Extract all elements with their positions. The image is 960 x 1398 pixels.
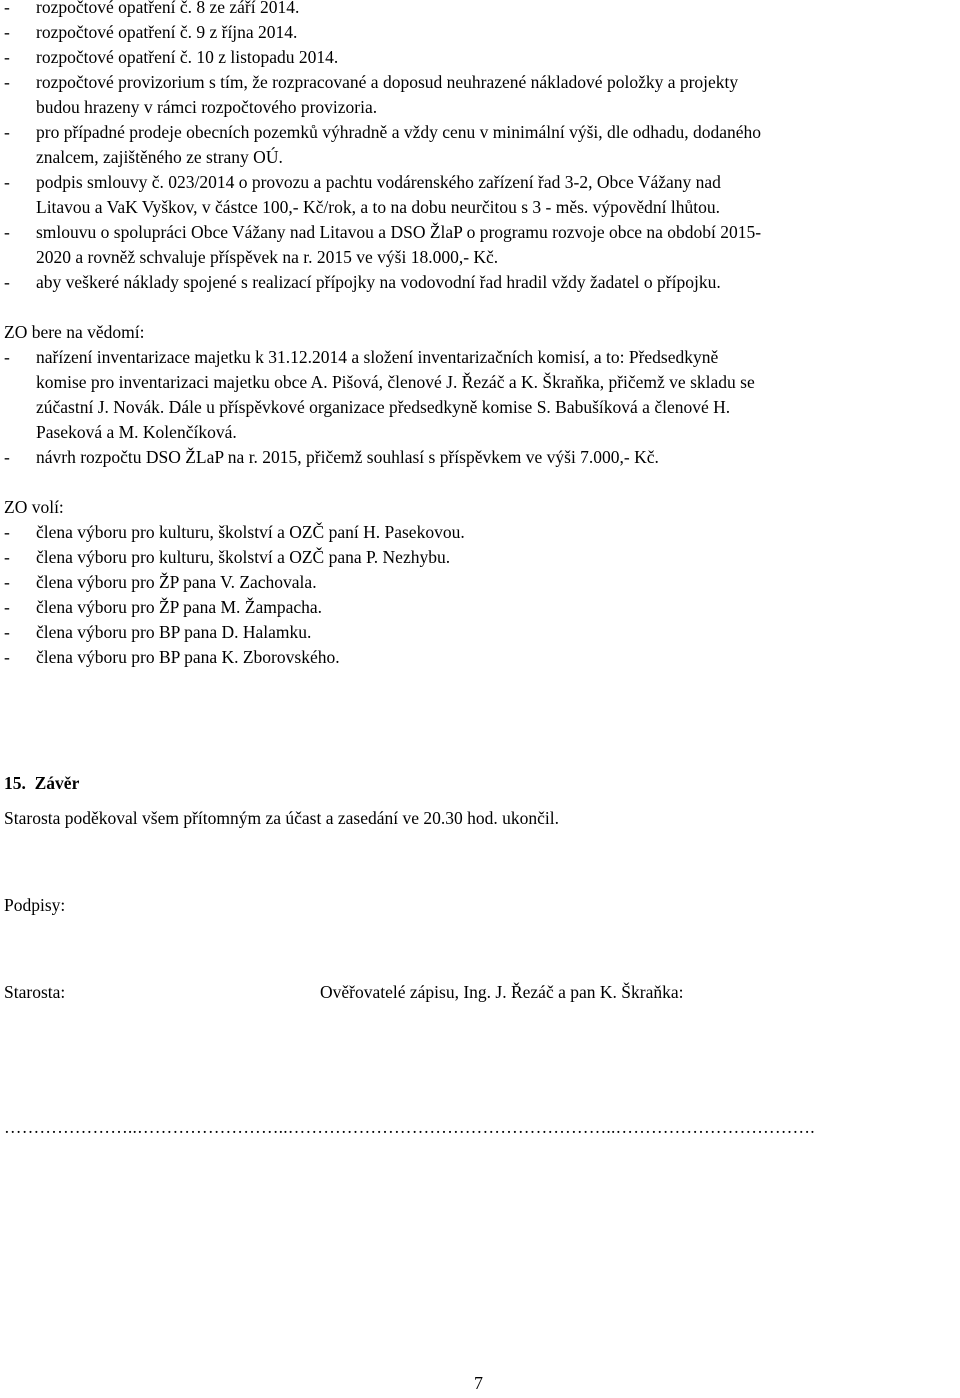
text-line: 2020 a rovněž schvaluje příspěvek na r. 2015 ve výši 18.000,- Kč.	[36, 247, 499, 267]
list-item	[4, 520, 957, 545]
list-item	[4, 0, 957, 20]
list-item	[4, 345, 957, 445]
list-item-text	[36, 170, 957, 220]
list-item-text	[36, 545, 957, 570]
bullet-dash: -	[4, 272, 10, 292]
bullet-dash: -	[4, 222, 10, 242]
bullet-dash: -	[4, 172, 10, 192]
text-line: člena výboru pro kulturu, školství a OZČ pana P. Nezhybu.	[36, 547, 451, 567]
text-line: zúčastní J. Novák. Dále u příspěvkové organizace předsedkyně komise S. Babušíková a členové H.	[36, 397, 731, 417]
document-page	[4, 0, 957, 1393]
list-item	[4, 170, 957, 220]
text-line: pro případné prodeje obecních pozemků výhradně a vždy cenu v minimální výši, dle odhadu, dodaného	[36, 122, 762, 142]
list-item-text	[36, 520, 957, 545]
text-line: rozpočtové opatření č. 10 z listopadu 2014.	[36, 47, 339, 67]
list-item	[4, 70, 957, 120]
text-line: rozpočtové opatření č. 9 z října 2014.	[36, 22, 298, 42]
notes-list	[4, 345, 957, 470]
bullet-dash: -	[4, 622, 10, 642]
list-item	[4, 445, 957, 470]
bullet-dash: -	[4, 572, 10, 592]
list-item	[4, 620, 957, 645]
list-item	[4, 45, 957, 70]
bullet-dash: -	[4, 347, 10, 367]
section-heading	[4, 771, 79, 796]
list-item	[4, 220, 957, 270]
resolution-list	[4, 0, 957, 295]
text-line: Litavou a VaK Vyškov, v částce 100,- Kč/rok, a to na dobu neurčitou s 3 - měs. výpovědní lhůtou.	[36, 197, 720, 217]
text-line: komise pro inventarizaci majetku obce A. Pišová, členové J. Řezáč a K. Škraňka, přičemž ve skladu se	[36, 372, 755, 392]
text-line: rozpočtové provizorium s tím, že rozpracované a doposud neuhrazené nákladové položky a projekty	[36, 72, 739, 92]
section-number: 15.	[4, 773, 26, 793]
signatures-heading: Podpisy:	[4, 895, 66, 915]
text-line: aby veškeré náklady spojené s realizací přípojky na vodovodní řad hradil vždy žadatel o přípojku.	[36, 272, 721, 292]
list-item	[4, 120, 957, 170]
bullet-dash: -	[4, 47, 10, 67]
bullet-dash: -	[4, 522, 10, 542]
bullet-dash: -	[4, 0, 10, 17]
bullet-dash: -	[4, 122, 10, 142]
list-item-text	[36, 595, 957, 620]
notes-heading: ZO bere na vědomí:	[4, 322, 145, 342]
bullet-dash: -	[4, 597, 10, 617]
list-item-text	[36, 70, 957, 120]
signature-dotted-line: …………………..……………………..………………………………………………..…………………………….	[4, 1117, 815, 1137]
list-item-text	[36, 570, 957, 595]
text-line: člena výboru pro BP pana D. Halamku.	[36, 622, 312, 642]
list-item	[4, 570, 957, 595]
list-item-text	[36, 345, 957, 445]
list-item	[4, 545, 957, 570]
elects-list	[4, 520, 957, 670]
list-item-text	[36, 645, 957, 670]
bullet-dash: -	[4, 547, 10, 567]
elects-heading: ZO volí:	[4, 497, 64, 517]
list-item	[4, 595, 957, 620]
list-item	[4, 20, 957, 45]
bullet-dash: -	[4, 447, 10, 467]
list-item-text	[36, 45, 957, 70]
text-line: Paseková a M. Kolenčíková.	[36, 422, 237, 442]
closing-text: Starosta poděkoval všem přítomným za účast a zasedání ve 20.30 hod. ukončil.	[4, 808, 560, 828]
text-line: člena výboru pro ŽP pana M. Žampacha.	[36, 597, 323, 617]
section-title: Závěr	[34, 773, 80, 793]
list-item	[4, 645, 957, 670]
text-line: člena výboru pro ŽP pana V. Zachovala.	[36, 572, 317, 592]
list-item-text	[36, 620, 957, 645]
text-line: smlouvu o spolupráci Obce Vážany nad Litavou a DSO ŽlaP o programu rozvoje obce na období 2015-	[36, 222, 762, 242]
verifiers-signature-label: Ověřovatelé zápisu, Ing. J. Řezáč a pan K. Škraňka:	[320, 982, 684, 1002]
text-line: znalcem, zajištěného ze strany OÚ.	[36, 147, 283, 167]
list-item-text	[36, 20, 957, 45]
list-item-text	[36, 120, 957, 170]
text-line: nařízení inventarizace majetku k 31.12.2014 a složení inventarizačních komisí, a to: Předsedkyně	[36, 347, 719, 367]
list-item	[4, 270, 957, 295]
text-line: návrh rozpočtu DSO ŽLaP na r. 2015, přičemž souhlasí s příspěvkem ve výši 7.000,- Kč.	[36, 447, 659, 467]
text-line: podpis smlouvy č. 023/2014 o provozu a pachtu vodárenského zařízení řad 3-2, Obce Vážany nad	[36, 172, 721, 192]
text-line: rozpočtové opatření č. 8 ze září 2014.	[36, 0, 300, 17]
bullet-dash: -	[4, 22, 10, 42]
page-number: 7	[474, 1373, 483, 1393]
mayor-signature-label: Starosta:	[4, 982, 66, 1002]
bullet-dash: -	[4, 72, 10, 92]
text-line: člena výboru pro kulturu, školství a OZČ paní H. Pasekovou.	[36, 522, 465, 542]
list-item-text	[36, 0, 957, 20]
list-item-text	[36, 270, 957, 295]
list-item-text	[36, 445, 957, 470]
text-line: člena výboru pro BP pana K. Zborovského.	[36, 647, 340, 667]
text-line: budou hrazeny v rámci rozpočtového provizoria.	[36, 97, 378, 117]
bullet-dash: -	[4, 647, 10, 667]
list-item-text	[36, 220, 957, 270]
